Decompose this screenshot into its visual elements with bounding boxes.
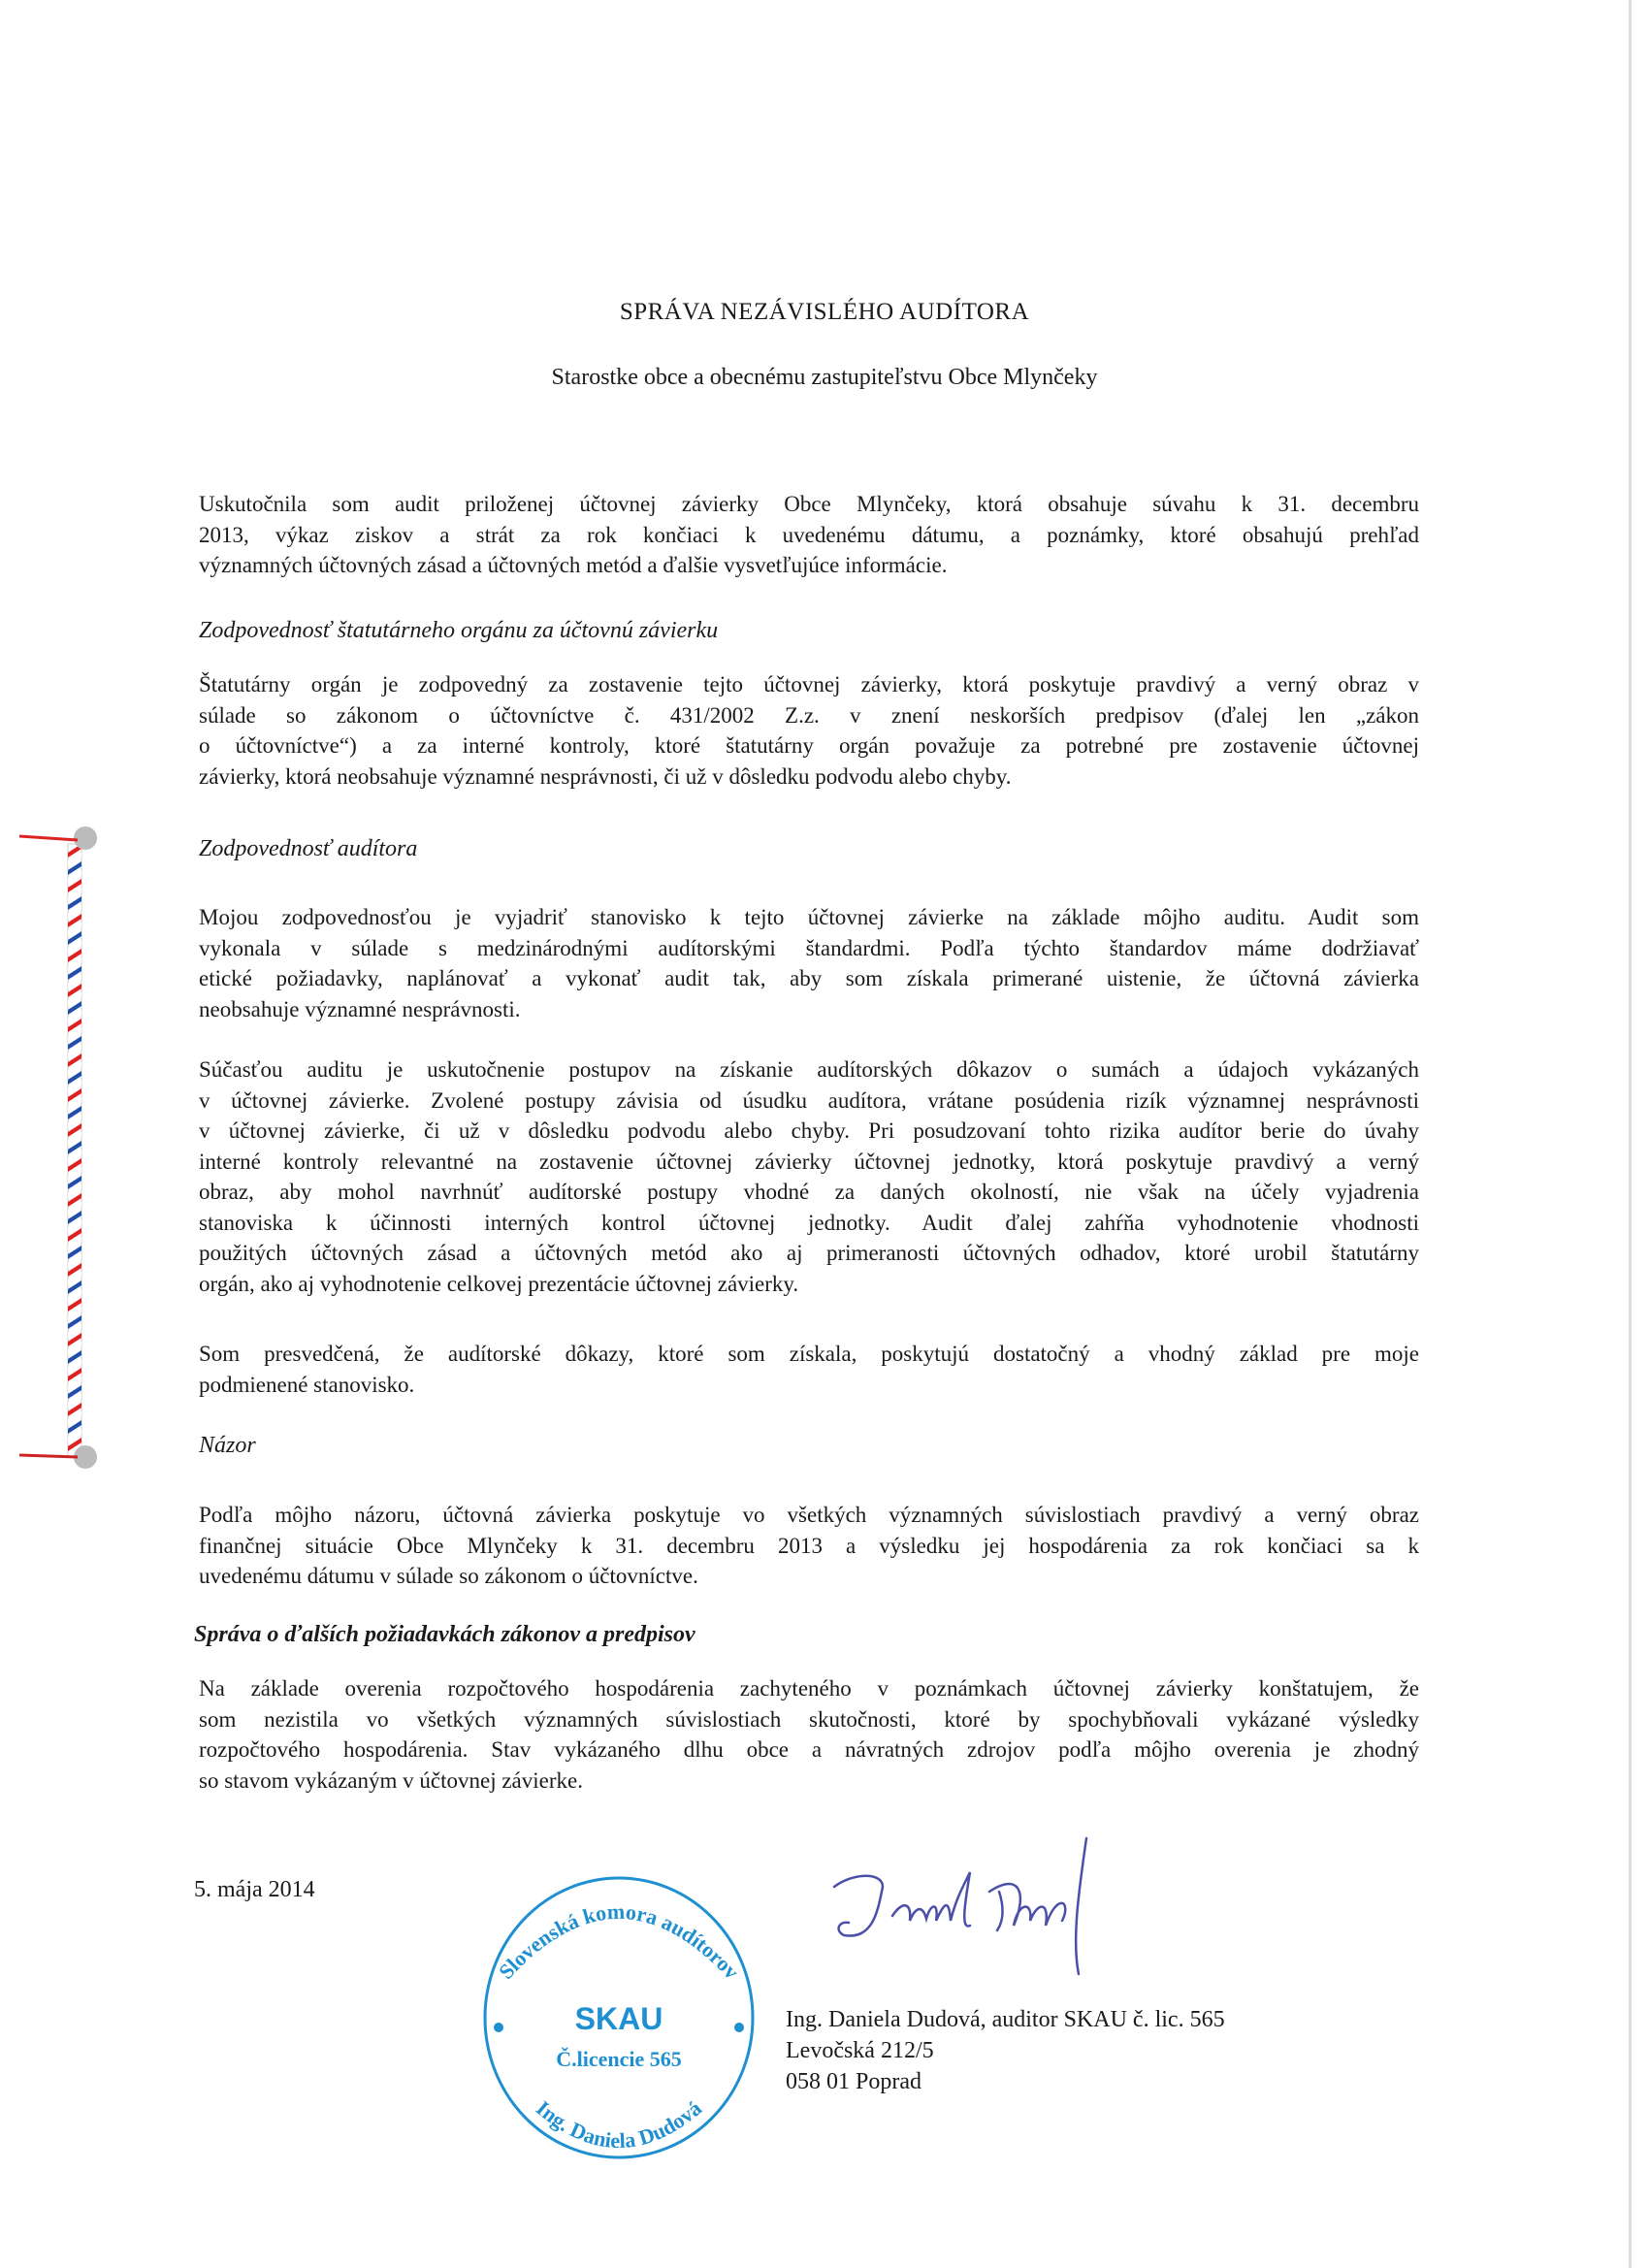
- text-line: neobsahuje významné nesprávnosti.: [199, 996, 521, 1021]
- paragraph-evidence: [199, 1339, 1419, 1400]
- signatory-street: Levočská 212/5: [786, 2038, 934, 2063]
- text-line: závierky, ktorá neobsahuje významné nesprávnosti, či už v dôsledku podvodu alebo chyby.: [199, 763, 1012, 789]
- paragraph-audit-procedures: [199, 1054, 1419, 1299]
- report-date: 5. mája 2014: [194, 1877, 315, 1902]
- text-line: podmienené stanovisko.: [199, 1372, 415, 1397]
- heading-other-requirements: Správa o ďalších požiadavkách zákonov a predpisov: [194, 1622, 695, 1647]
- text-line: Súčasťou auditu je uskutočnenie postupov na získanie audítorských dôkazov o sumách a údajoch vykázaných: [199, 1057, 1419, 1082]
- text-line: Som presvedčená, že audítorské dôkazy, ktoré som získala, poskytujú dostatočný a vhodný základ pre moje: [199, 1342, 1419, 1366]
- text-line: Uskutočnila som audit priloženej účtovnej závierky Obce Mlynčeky, ktorá obsahuje súvahu k 31. decembru: [199, 492, 1419, 516]
- text-line: orgán, ako aj vyhodnotenie celkovej prezentácie účtovnej závierky.: [199, 1271, 799, 1296]
- text-line: Štatutárny orgán je zodpovedný za zostavenie tejto účtovnej závierky, ktorá poskytuje pravdivý a verný obraz v: [199, 672, 1419, 697]
- addressee: Starostke obce a obecnému zastupiteľstvu Obce Mlynčeky: [551, 365, 1098, 390]
- text-line: stanoviska k účinnosti interných kontrol účtovnej jednotky. Audit ďalej zahŕňa vyhodnotenie vhodnosti: [199, 1210, 1419, 1235]
- heading-management-responsibility: Zodpovednosť štatutárneho orgánu za účtovnú závierku: [199, 618, 719, 643]
- text-line: v účtovnej závierke. Zvolené postupy závisia od úsudku audítora, vrátane posúdenia rizík významnej nesprávnosti: [199, 1087, 1419, 1113]
- paragraph-management-responsibility: [199, 669, 1419, 792]
- text-line: 2013, výkaz ziskov a strát za rok končiaci k uvedenému dátumu, a poznámky, ktoré obsahujú prehľad: [199, 522, 1419, 547]
- document-title: SPRÁVA NEZÁVISLÉHO AUDÍTORA: [619, 299, 1030, 325]
- svg-text:Ing. Daniela Dudová: [532, 2095, 706, 2153]
- stamp-center-text: SKAU: [574, 2001, 663, 2036]
- paragraph-intro: [199, 489, 1419, 581]
- text-line: so stavom vykázaným v účtovnej závierke.: [199, 1767, 583, 1793]
- text-line: použitých účtovných zásad a účtovných metód ako aj primeranosti účtovných odhadov, ktoré urobil štatutárny: [199, 1241, 1419, 1265]
- signatory-city: 058 01 Poprad: [786, 2069, 922, 2094]
- heading-auditor-responsibility: Zodpovednosť audítora: [199, 836, 418, 861]
- text-line: interné kontroly relevantné na zostavenie účtovnej závierky účtovnej jednotky, ktorá poskytuje pravdivý a verný: [199, 1149, 1419, 1174]
- text-line: Podľa môjho názoru, účtovná závierka poskytuje vo všetkých významných súvislostiach pravdivý a verný obraz: [199, 1503, 1419, 1527]
- text-line: uvedenému dátumu v súlade so zákonom o účtovníctve.: [199, 1564, 698, 1588]
- heading-opinion: Názor: [199, 1433, 256, 1458]
- text-line: o účtovníctve“) a za interné kontroly, ktoré štatutárny orgán považuje za potrebné pre zostavenie účtovnej: [199, 733, 1419, 758]
- text-line: obraz, aby mohol navrhnúť audítorské postupy vhodné za daných okolností, nie však na účely vyjadrenia: [199, 1180, 1419, 1204]
- paragraph-auditor-responsibility: [199, 902, 1419, 1024]
- text-line: som nezistila vo všetkých významných súvislostiach skutočnosti, ktoré by spochybňovali vykázané výsledky: [199, 1706, 1419, 1732]
- text-line: v účtovnej závierke, či už v dôsledku podvodu alebo chyby. Pri posudzovaní tohto rizika audítor berie do úvahy: [199, 1118, 1419, 1143]
- text-line: Mojou zodpovednosťou je vyjadriť stanovisko k tejto účtovnej závierke na základe môjho auditu. Audit som: [199, 905, 1419, 929]
- auditor-stamp: [473, 1872, 764, 2163]
- text-line: Na základe overenia rozpočtového hospodárenia zachyteného v poznámkach účtovnej závierky konštatujem, že: [199, 1676, 1419, 1701]
- handwritten-signature: [824, 1833, 1145, 1979]
- binding-cord: [19, 825, 107, 1474]
- paragraph-other-requirements: [199, 1673, 1419, 1796]
- text-line: rozpočtového hospodárenia. Stav vykázaného dlhu obce a návratných zdrojov podľa môjho overenia je zhodný: [199, 1737, 1419, 1762]
- text-line: vykonala v súlade s medzinárodnými audítorskými štandardmi. Podľa týchto štandardov máme dodržiavať: [199, 935, 1419, 960]
- text-line: etické požiadavky, naplánovať a vykonať audit tak, aby som získala primerané uistenie, že účtovná závierka: [199, 966, 1419, 990]
- text-line: významných účtovných zásad a účtovných metód a ďalšie vysvetľujúce informácie.: [199, 553, 948, 577]
- signatory-block: [786, 2004, 1225, 2097]
- stamp-license: Č.licencie 565: [556, 2047, 682, 2071]
- stamp-top-text: Slovenská komora audítorov: [493, 1898, 745, 1984]
- paragraph-opinion: [199, 1500, 1419, 1592]
- text-line: finančnej situácie Obce Mlynčeky k 31. decembru 2013 a výsledku jej hospodárenia za rok končiaci sa k: [199, 1533, 1419, 1558]
- text-line: súlade so zákonom o účtovníctve č. 431/2002 Z.z. v znení neskorších predpisov (ďalej len „zákon: [199, 702, 1419, 728]
- signatory-name: Ing. Daniela Dudová, auditor SKAU č. lic. 565: [786, 2007, 1225, 2032]
- scan-edge: [1629, 0, 1632, 2268]
- stamp-bottom-text: Ing. Daniela Dudová: [532, 2095, 706, 2154]
